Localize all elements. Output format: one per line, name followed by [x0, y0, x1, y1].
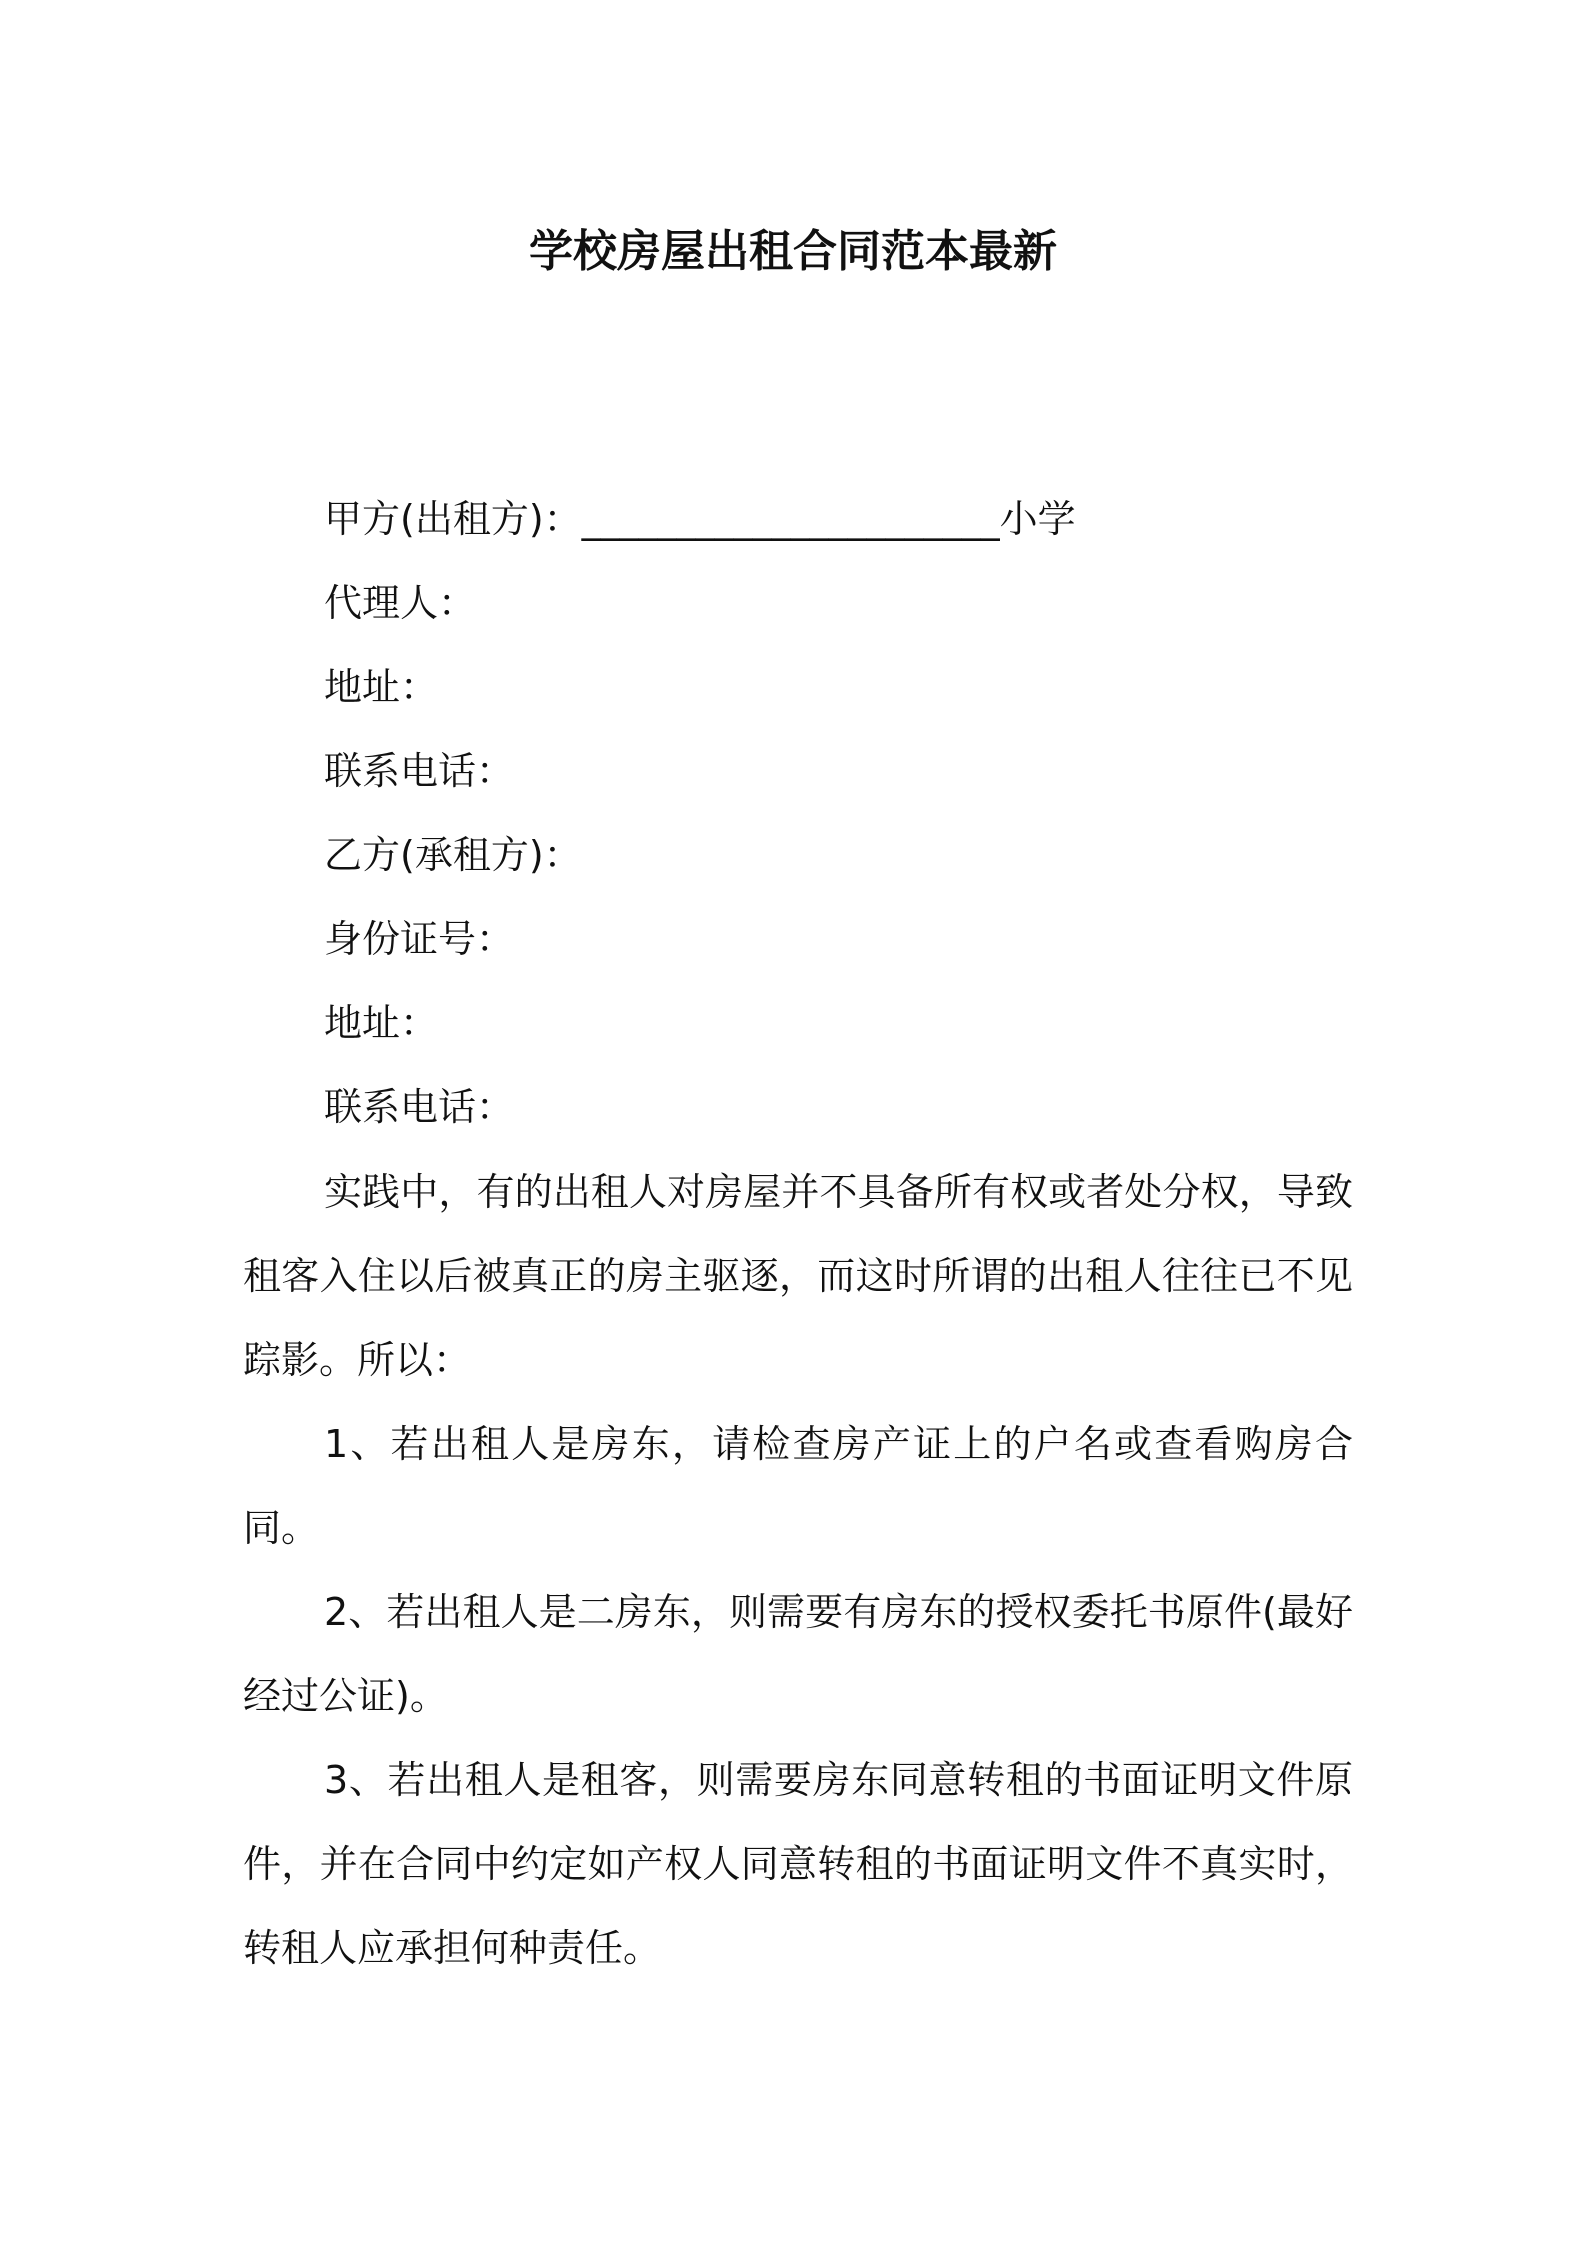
- party-b-address-field: 地址：: [324, 1001, 439, 1045]
- party-b-field: 乙方(承租方)：: [324, 833, 582, 877]
- item-3-paragraph: 3、若出租人是租客，则需要房东同意转租的书面证明文件原件，并在合同中约定如产权人同意转租的书面证明文件不真实时，转租人应承担何种责任。: [243, 1758, 1353, 1970]
- party-b-phone-field: 联系电话：: [324, 1085, 515, 1129]
- document-body: [243, 1150, 1353, 1990]
- party-a-phone-field: 联系电话：: [324, 749, 515, 793]
- party-a-address-field: 地址：: [324, 665, 439, 709]
- intro-paragraph: 实践中，有的出租人对房屋并不具备所有权或者处分权，导致租客入住以后被真正的房主驱逐，而这时所谓的出租人往往已不见踪影。所以：: [243, 1170, 1353, 1382]
- id-number-field: 身份证号：: [324, 917, 515, 961]
- item-1-paragraph: 1、若出租人是房东，请检查房产证上的户名或查看购房合同。: [243, 1422, 1353, 1550]
- agent-field: 代理人：: [324, 581, 477, 625]
- item-2-paragraph: 2、若出租人是二房东，则需要有房东的授权委托书原件(最好经过公证)。: [243, 1590, 1353, 1718]
- party-a-field: 甲方(出租方)：______________________小学: [324, 497, 1076, 541]
- document-title: 学校房屋出租合同范本最新: [529, 226, 1057, 277]
